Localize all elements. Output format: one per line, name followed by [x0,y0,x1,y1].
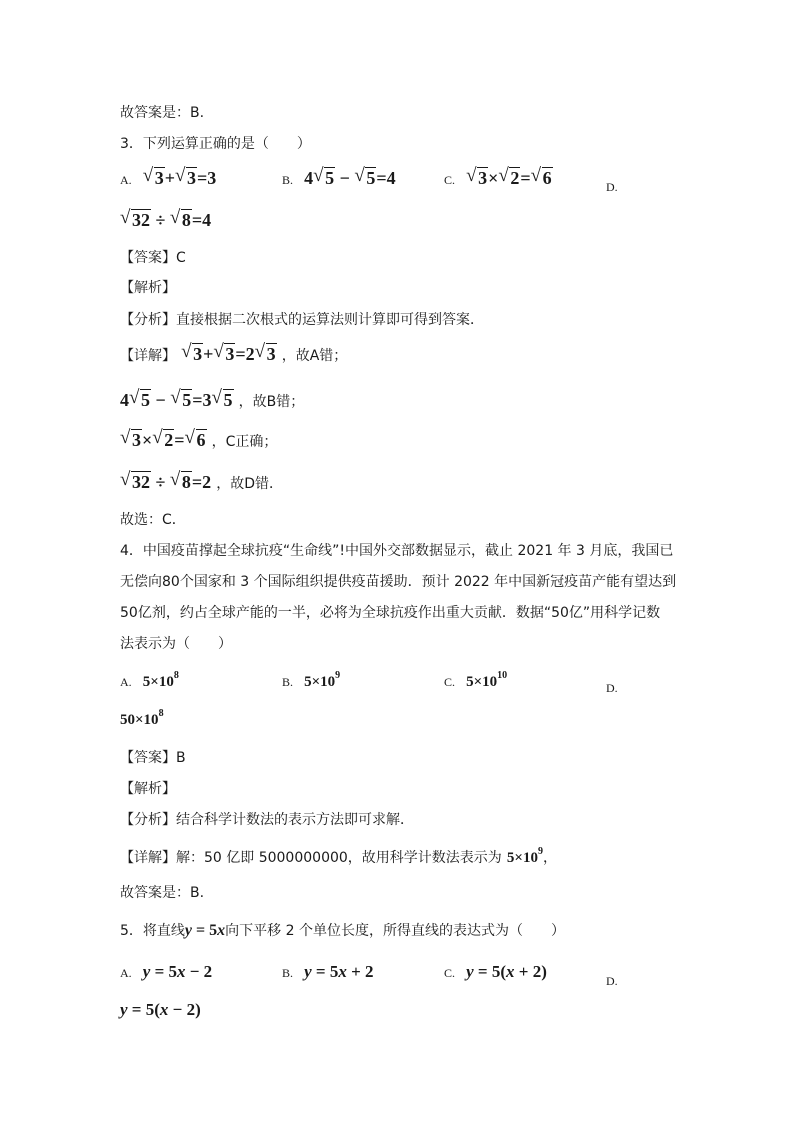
option-c-label: C. [444,173,456,187]
q3-option-a [120,168,216,189]
q4-text-2: 无偿向80个国家和 3 个国际组织提供疫苗援助．预计 2022 年中国新冠疫苗产能有望达到 [120,574,677,590]
q3-detail-d: √ 32 ÷ √ 8=2 ，故D错． [120,472,283,493]
q3-detail-b: 4√ 5 − √ 5=3√ 5 ，故B错； [120,390,304,411]
q4-final: 故答案是：B. [120,885,205,901]
q3-detail-a: 【详解】 √ 3+√ 3=2√ 3 ，故A错； [120,344,347,365]
q4-option-b: B. $5\times 10^9$ [282,670,341,690]
q5-option-d: D. [606,974,618,988]
q3-fenxi: 【分析】直接根据二次根式的运算法则计算即可得到答案． [120,312,484,328]
q4-option-d: D. [606,681,618,695]
q3-answer: 【答案】C [120,250,186,266]
q3-option-c-expr: √ 3×√ 2=√ 6 [466,168,553,188]
q4-option-d-expr: $50\times 10^8$ [120,708,164,728]
q5-option-a: A. y = 5x − 2 [120,962,213,981]
question-3-title: 3．下列运算正确的是（ ） [120,136,311,152]
q4-answer: 【答案】B [120,750,186,766]
q4-jiexi: 【解析】 [120,781,176,797]
q4-fenxi: 【分析】结合科学计数法的表示方法即可求解． [120,812,414,828]
q3-detail-c: √ 3×√ 2=√ 6 ，C正确； [120,430,277,451]
q5-option-d-expr: y = 5(x − 2) [120,1000,201,1019]
q3-option-d-expr: √ 32 ÷ √ 8=4 [120,210,211,231]
q4-xiangjie: 【详解】解：50 亿即 5000000000，故用科学计数法表示为 $5\times 10^9$， [120,846,557,866]
q4-text-4: 法表示为（ ） [120,636,232,652]
q3-option-b [282,168,396,189]
q3-option-b-expr: 4√ 5 − √ 5=4 [304,168,396,188]
q4-text-1: 4．中国疫苗撑起全球抗疫“生命线”!中国外交部数据显示，截止 2021 年 3 月底，我国已 [120,543,674,559]
option-b-label: B. [282,173,294,187]
q4-option-c: C. $5\times 10^{10}$ [444,670,508,690]
q3-jiexi: 【解析】 [120,280,176,296]
answer-line-q2: 故答案是：B. [120,105,205,121]
q5-title: 5．将直线y = 5x向下平移 2 个单位长度，所得直线的表达式为（ ） [120,922,565,939]
q4-option-a: A. $5\times 10^8$ [120,670,179,690]
q4-text-3: 50亿剂，约占全球产能的一半，必将为全球抗疫作出重大贡献．数据“50亿”用科学记数 [120,605,661,621]
option-d-label: D. [606,180,618,194]
option-a-label: A. [120,173,132,187]
q3-option-a-expr: √ 3+√ 3=3 [143,168,217,188]
q5-option-c: C. y = 5(x + 2) [444,962,547,981]
q5-option-b: B. y = 5x + 2 [282,962,374,981]
q3-final: 故选：C． [120,512,186,528]
xiangjie-label: 【详解】 [120,348,176,364]
q3-option-d [606,176,618,195]
q3-option-c [444,168,553,189]
